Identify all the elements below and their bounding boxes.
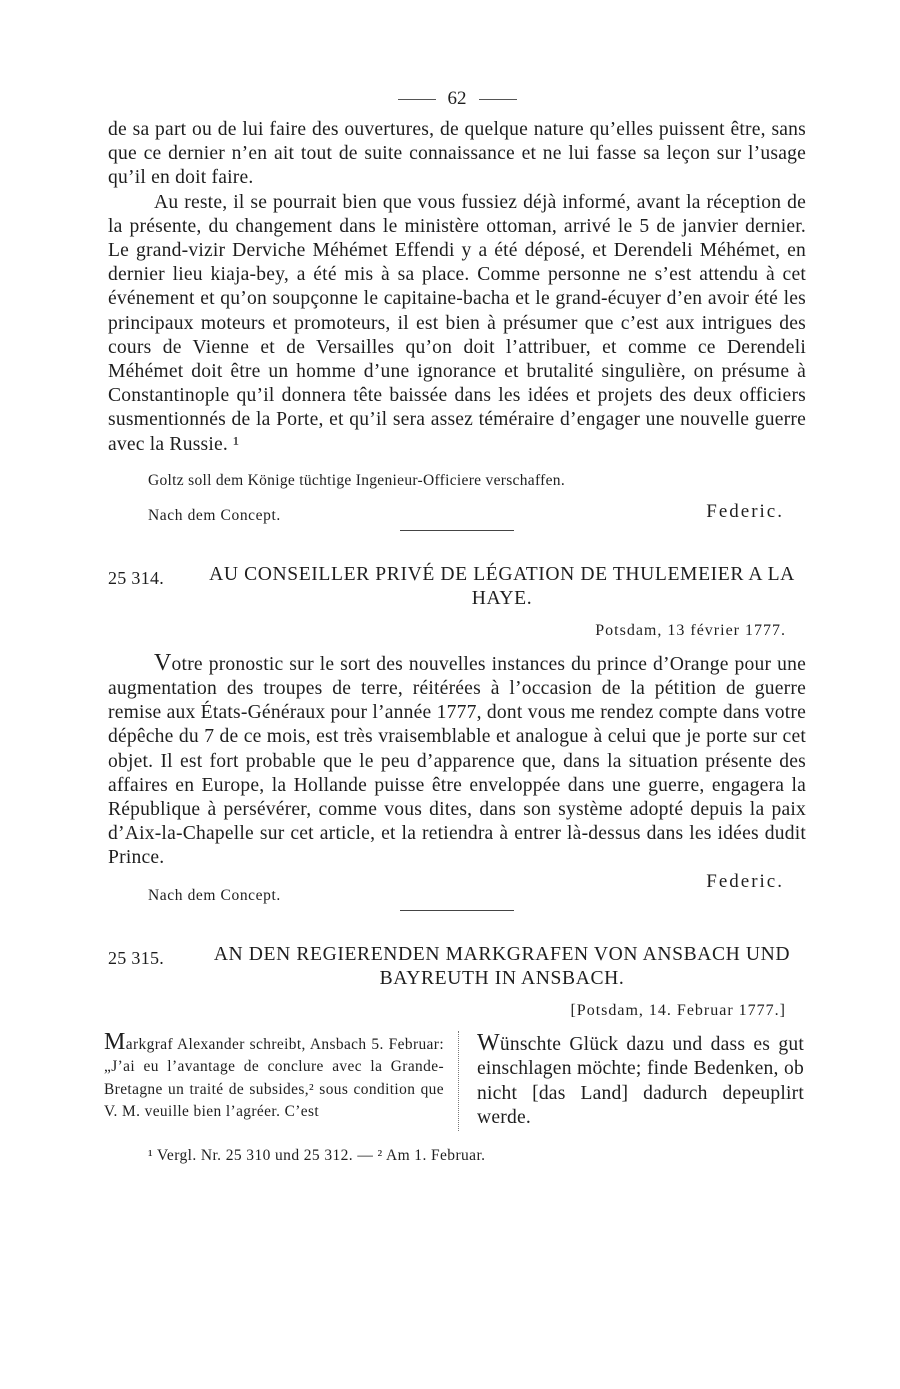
signature-row: [108, 870, 806, 913]
letter-paragraph: Au reste, il se pourrait bien que vous fussiez déjà informé, avant la réception de la présente, du changement dans le ministère ottoman, arrivé le 5 de janvier dernier. Le grand-vizir Derviche Méhémet Effendi y a été déposé, et Derendeli Méhémet, en dernier lieu kiaja-bey, a été mis à sa place. Comme personne ne s’est attendu à cet événement et qu’on soupçonne le capitaine-bacha et le grand-écuyer d’en avoir été les principaux moteurs et promoteurs, il est bien à présumer que c’est aux intrigues des cours de Vienne et de Versailles qu’on doit l’attribuer, et comme ce Derendeli Méhémet doit être un homme d’une ignorance et brutalité singulière, on présume à Constantinople qu’il donnera tête baissée dans les idées et projets des deux officiers susmentionnés de la Porte, et qu’il sera assez téméraire d’engager une nouvelle guerre avec la Russie. ¹: [108, 191, 806, 455]
header-rule-left: [398, 99, 436, 100]
letter-heading: [108, 943, 806, 991]
place-date: [Potsdam, 14. Februar 1777.]: [570, 1001, 786, 1019]
reply-column: Wünschte Glück dazu und dass es gut einschlagen möchte; finde Bedenken, ob nicht [das Land] dadurch depeuplirt werde.: [477, 1029, 804, 1129]
letter-title: AU CONSEILLER PRIVÉ DE LÉGATION DE THULEMEIER A LA HAYE.: [209, 563, 795, 609]
letter-body: Votre pronostic sur le sort des nouvelles instances du prince d’Orange pour une augmentation des troupes de terre, réitérées à l’occasion de la pétition de guerre remise aux États-Généraux pour l’année 1777, dont vous me rendez compte dans votre dépêche du 7 de ce mois, est très vraisemblable et analogue à celui que je porte sur cet objet. Il est fort probable que le peu d’apparence que, dans la situation présente des affaires en Europe, la Hollande puisse être enveloppée dans une guerre, engagera la République à persévérer, comme vous dites, dans son système adopté depuis la paix d’Aix-la-Chapelle sur cet article, et la retiendra à entrer là-dessus dans les idées dudit Prince.: [108, 649, 806, 869]
place-date: Potsdam, 13 février 1777.: [595, 621, 786, 639]
footnotes: ¹ Vergl. Nr. 25 310 und 25 312. — ² Am 1. Februar.: [148, 1147, 486, 1165]
signature-row: [108, 497, 806, 533]
letter-continuation-paragraph: de sa part ou de lui faire des ouvertures, de quelque nature qu’elles puissent être, sans que ce dernier n’en ait tout de suite connaissance et ne lui fasse sa leçon sur l’usage qu’il en doit faire.: [108, 119, 806, 189]
letter-number: 25 314.: [108, 567, 165, 588]
letter-number: 25 315.: [108, 947, 165, 968]
header-rule-right: [479, 99, 517, 100]
section-separator: [400, 530, 514, 531]
source-note: Nach dem Concept.: [148, 506, 281, 524]
signature: Federic.: [706, 870, 784, 892]
document-page: [104, 88, 806, 1165]
summary-column: Markgraf Alexander schreibt, Ansbach 5. Februar: „J’ai eu l’avantage de conclure avec la Grande-Bretagne un traité de subsides,² sous condition que V. M. veuille bien l’agréer. C’est: [104, 1031, 459, 1131]
page-header: [108, 88, 806, 118]
source-note: Nach dem Concept.: [148, 886, 281, 904]
editorial-note: Goltz soll dem Könige tüchtige Ingenieur-Officiere verschaffen.: [148, 471, 565, 489]
letter-title: AN DEN REGIERENDEN MARKGRAFEN VON ANSBACH UND BAYREUTH IN ANSBACH.: [213, 943, 791, 989]
page-number: 62: [447, 88, 467, 109]
signature: Federic.: [706, 500, 784, 522]
section-separator: [400, 910, 514, 911]
two-column-section: [104, 1028, 806, 1131]
letter-heading: [108, 563, 806, 611]
